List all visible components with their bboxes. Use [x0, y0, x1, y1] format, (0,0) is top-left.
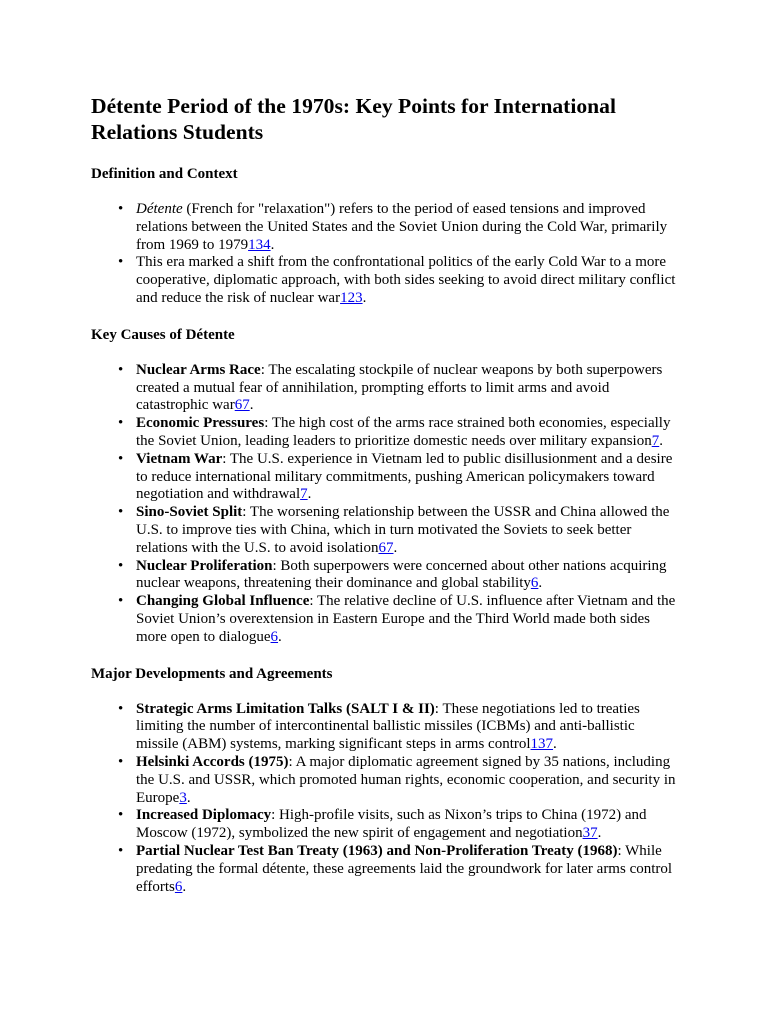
reference-link[interactable]: 134: [248, 236, 271, 253]
causes-list: [91, 362, 680, 647]
section-heading-developments: Major Developments and Agreements: [91, 665, 333, 682]
reference-link[interactable]: 6: [530, 575, 539, 592]
item-lead-bold: Vietnam War: [136, 450, 223, 467]
item-lead-bold: Sino-Soviet Split: [136, 504, 243, 521]
item-lead-bold: Changing Global Influence: [136, 593, 310, 610]
item-text: : Both superpowers were concerned about other nations acquiring nuclear weapons, threatening their dominance and global stability: [136, 557, 667, 592]
list-item: • Sino-Soviet Split: The worsening relationship between the USSR and China allowed the U.S. to improve ties with China, which in turn motivated the Soviets to seek better relations with the U.S. to avoid isolation67.: [136, 504, 680, 557]
reference-link[interactable]: 137: [530, 736, 554, 753]
item-text: : High-profile visits, such as Nixon’s trips to China (1972) and Moscow (1972), symbolized the new spirit of engagement and negotiation: [136, 807, 647, 842]
list-item: • This era marked a shift from the confrontational politics of the early Cold War to a more cooperative, diplomatic approach, with both sides seeking to avoid direct military conflict and reduce the risk of nuclear war123.: [136, 254, 680, 307]
item-text: : The high cost of the arms race strained both economies, especially the Soviet Union, leading leaders to prioritize domestic needs over military expansion: [136, 415, 671, 449]
list-item: • Strategic Arms Limitation Talks (SALT I & II): These negotiations led to treaties limiting the number of intercontinental ballistic missiles (ICBMs) and anti-ballistic missile (ABM) systems, marking significant steps in arms control137.: [136, 701, 680, 754]
item-lead-bold: Nuclear Arms Race: [136, 361, 261, 378]
reference-link[interactable]: 6: [174, 878, 183, 895]
reference-link[interactable]: 67: [234, 397, 250, 414]
list-item: • Nuclear Proliferation: Both superpowers were concerned about other nations acquiring nuclear weapons, threatening their dominance and global stability6.: [136, 558, 680, 594]
item-text: : The worsening relationship between the USSR and China allowed the U.S. to improve ties with China, which in turn motivated the Soviets to seek better relations with the U.S. to avoid isolation: [136, 504, 670, 556]
item-lead-bold: Increased Diplomacy: [136, 807, 272, 824]
reference-link[interactable]: 123: [340, 289, 363, 306]
item-text: : The U.S. experience in Vietnam led to public disillusionment and a desire to reduce international military commitments, pushing American policymakers toward negotiation and withdrawal: [136, 450, 673, 503]
item-text: : While predating the formal détente, these agreements laid the groundwork for later arms control efforts: [136, 842, 673, 895]
section-heading-definition: Definition and Context: [91, 166, 238, 182]
list-item: • Vietnam War: The U.S. experience in Vietnam led to public disillusionment and a desire to reduce international military commitments, pushing American policymakers toward negotiation and withdrawal7.: [136, 451, 680, 504]
reference-link[interactable]: 6: [270, 628, 279, 645]
item-lead-bold: Economic Pressures: [136, 415, 265, 432]
item-lead-bold: Strategic Arms Limitation Talks (SALT I & II): [136, 700, 435, 717]
list-item: • Nuclear Arms Race: The escalating stockpile of nuclear weapons by both superpowers created a mutual fear of annihilation, prompting efforts to limit arms and avoid catastrophic war67.: [136, 362, 680, 415]
item-lead-bold: Partial Nuclear Test Ban Treaty (1963) and Non-Proliferation Treaty (1968): [136, 842, 618, 859]
list-item: • Changing Global Influence: The relative decline of U.S. influence after Vietnam and the Soviet Union’s overextension in Eastern Europe and the Third World made both sides more open to dialogue6.: [136, 593, 680, 646]
reference-link[interactable]: 7: [651, 432, 660, 449]
list-item: • Economic Pressures: The high cost of the arms race strained both economies, especially the Soviet Union, leading leaders to prioritize domestic needs over military expansion7.: [136, 415, 680, 451]
item-text: (French for "relaxation") refers to the period of eased tensions and improved relations between the United States and the Soviet Union during the Cold War, primarily from 1969 to 1979: [136, 201, 668, 253]
item-text: : These negotiations led to treaties limiting the number of intercontinental ballistic missiles (ICBMs) and anti-ballistic missile (ABM) systems, marking significant steps in arms control: [136, 700, 640, 753]
item-lead-bold: Nuclear Proliferation: [136, 557, 273, 574]
definition-list: [91, 201, 680, 308]
list-item: • Partial Nuclear Test Ban Treaty (1963) and Non-Proliferation Treaty (1968): While predating the formal détente, these agreements laid the groundwork for later arms control efforts6.: [136, 843, 680, 896]
item-text: : A major diplomatic agreement signed by 35 nations, including the U.S. and USSR, which promoted human rights, economic cooperation, and security in Europe: [136, 753, 676, 806]
list-item: • Détente (French for "relaxation") refers to the period of eased tensions and improved relations between the United States and the Soviet Union during the Cold War, primarily from 1969 to 1979134.: [136, 201, 680, 254]
reference-link[interactable]: 37: [582, 825, 598, 842]
item-lead-italic: Détente: [136, 201, 183, 217]
item-text: This era marked a shift from the confrontational politics of the early Cold War to a more cooperative, diplomatic approach, with both sides seeking to avoid direct military conflict and reduce the risk of nuclear war: [136, 254, 676, 306]
item-lead-bold: Helsinki Accords (1975): [136, 753, 289, 770]
reference-link[interactable]: 3: [179, 789, 187, 806]
item-text: : The escalating stockpile of nuclear weapons by both superpowers created a mutual fear of annihilation, prompting efforts to limit arms and avoid catastrophic war: [136, 361, 663, 414]
item-text: : The relative decline of U.S. influence after Vietnam and the Soviet Union’s overextension in Eastern Europe and the Third World made both sides more open to dialogue: [136, 593, 676, 645]
section-heading-causes: Key Causes of Détente: [91, 326, 235, 343]
page-title: Détente Period of the 1970s: Key Points for International Relations Students: [91, 94, 616, 144]
reference-link[interactable]: 7: [300, 486, 308, 503]
list-item: • Helsinki Accords (1975): A major diplomatic agreement signed by 35 nations, including the U.S. and USSR, which promoted human rights, economic cooperation, and security in Europe3.: [136, 754, 680, 807]
developments-list: [91, 701, 680, 897]
list-item: • Increased Diplomacy: High-profile visits, such as Nixon’s trips to China (1972) and Moscow (1972), symbolized the new spirit of engagement and negotiation37.: [136, 807, 680, 843]
reference-link[interactable]: 67: [378, 539, 394, 556]
